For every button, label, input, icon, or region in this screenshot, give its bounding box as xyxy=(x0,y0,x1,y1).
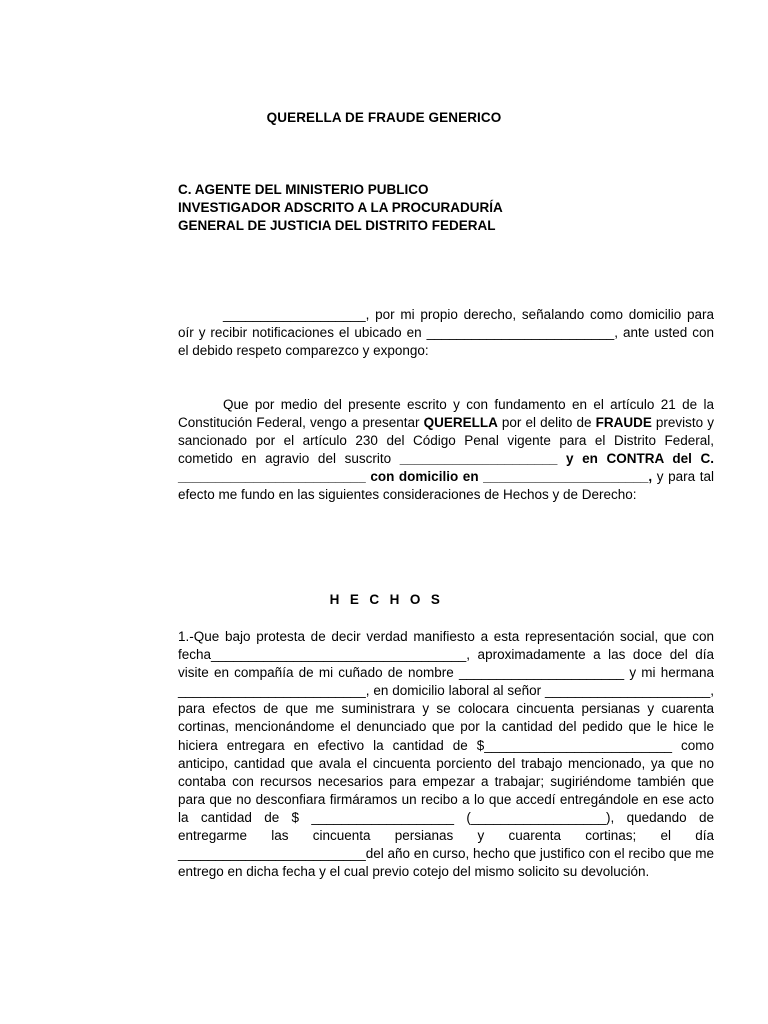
addressee-block xyxy=(178,181,718,235)
fraude-bold-term: FRAUDE xyxy=(595,415,652,431)
addressee-line-1: C. AGENTE DEL MINISTERIO PUBLICO xyxy=(178,182,429,197)
querella-bold-term: QUERELLA xyxy=(423,415,498,431)
hechos-paragraph xyxy=(178,628,714,881)
hechos-paragraph-text: 1.-Que bajo protesta de decir verdad manifiesto a esta representación social, que con fecha__________________________________, aproximadamente a las doce del día visite en compañía de mi cuñado de nombre ______________________ y mi hermana _________________________, en domicilio laboral al señor ______________________, para efectos de que me suministrara y se colocara cincuenta persianas y cuarenta cortinas, mencionándome el denunciado que por la cantidad del pedido que le hice le hiciera entregara en efectivo la cantidad de $_________________________ como anticipo, cantidad que avala el cincuenta porciento del trabajo mencionado, ya que no contaba con recursos necesarios para empezar a trabajar; sugiriéndome también que para que no desconfiara firmáramos un recibo a lo que accedí entregándole en ese acto la cantidad de $ ___________________ (__________________), quedando de entregarme las cincuenta persianas y cuarenta cortinas; el día _________________________del año en curso, hecho que justifico con el recibo que me entrego en dicha fecha y el cual previo cotejo del mismo solicito su devolución. xyxy=(178,629,714,880)
intro-paragraph xyxy=(178,306,714,360)
querella-bold-parties: _____________________ y en CONTRA del C. _________________________ con domicilio en ______________________, xyxy=(178,451,715,485)
intro-paragraph-text: ___________________, por mi propio derecho, señalando como domicilio para oír y recibir notificaciones el ubicado en _________________________, ante usted con el debido respeto comparezco y expongo: xyxy=(178,307,714,359)
querella-text-2: por el delito de xyxy=(497,415,596,431)
querella-text-1: Que por medio del presente escrito y con fundamento en el artículo 21 de la Constitución Federal, vengo a presentar xyxy=(178,397,714,431)
addressee-line-2: INVESTIGADOR ADSCRITO A LA PROCURADURÍA xyxy=(178,200,503,215)
querella-paragraph xyxy=(178,396,714,505)
document-title: QUERELLA DE FRAUDE GENERICO xyxy=(266,110,502,125)
addressee-line-3: GENERAL DE JUSTICIA DEL DISTRITO FEDERAL xyxy=(178,218,496,233)
querella-text-3: previsto y sancionado por el artículo 230 del Código Penal vigente para el Distrito Federal, cometido en agravio del suscrito xyxy=(178,415,715,467)
section-heading-hechos: HECHOS xyxy=(329,592,451,607)
querella-text-4: y para tal efecto me fundo en las siguientes consideraciones de Hechos y de Derecho: xyxy=(178,469,714,503)
querella-paragraph-text xyxy=(178,396,714,505)
